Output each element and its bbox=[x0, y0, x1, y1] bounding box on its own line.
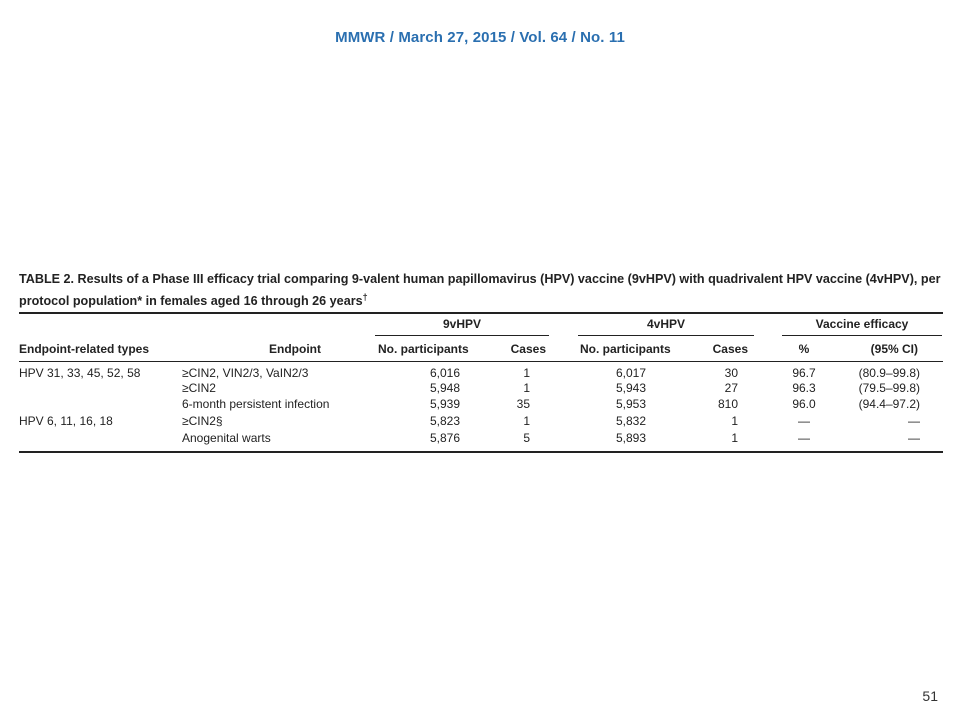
header-bottom-rule bbox=[19, 361, 943, 362]
table-row-1-ci: (80.9–99.8) bbox=[858, 366, 920, 380]
col-header-types: Endpoint-related types bbox=[19, 342, 150, 356]
page-number: 51 bbox=[922, 688, 938, 704]
issue-date: March 27, 2015 bbox=[398, 29, 507, 46]
group-header-4vhpv: 4vHPV bbox=[646, 317, 686, 331]
table-row-4-9v-participants: 5,823 bbox=[429, 414, 460, 428]
col-header-endpoint: Endpoint bbox=[269, 342, 321, 356]
table-row-1-9v-participants: 6,016 bbox=[429, 366, 460, 380]
group-rule-4vhpv bbox=[578, 335, 754, 336]
col-header-9v-participants: No. participants bbox=[378, 342, 469, 356]
group-rule-9vhpv bbox=[375, 335, 549, 336]
table-caption: TABLE 2. Results of a Phase III efficacy trial comparing 9-valent human papillomavirus (HPV) vaccine (9vHPV) with quadrivalent HPV vaccine (4vHPV), per protocol population* in females aged 16 through 26 years† bbox=[19, 272, 941, 309]
table-row-2-endpoint: ≥CIN2 bbox=[182, 381, 216, 395]
table-row-2-4v-participants: 5,943 bbox=[615, 381, 646, 395]
table-row-4-9v-cases: 1 bbox=[523, 414, 530, 428]
col-header-pct: % bbox=[798, 342, 810, 356]
table-row-2-4v-cases: 27 bbox=[724, 381, 738, 395]
group-header-efficacy: Vaccine efficacy bbox=[815, 317, 909, 331]
table-row-3-pct: 96.0 bbox=[792, 397, 816, 411]
group-rule-efficacy bbox=[782, 335, 942, 336]
table-row-5-pct: — bbox=[798, 431, 810, 445]
table-row-3-4v-cases: 810 bbox=[717, 397, 738, 411]
journal-header: MMWR / March 27, 2015 / Vol. 64 / No. 11 bbox=[335, 29, 625, 46]
table-row-5-endpoint: Anogenital warts bbox=[182, 431, 271, 445]
table-row-2-pct: 96.3 bbox=[792, 381, 816, 395]
table-row-5-9v-cases: 5 bbox=[523, 431, 530, 445]
table-bottom-rule bbox=[19, 451, 943, 453]
table-row-4-endpoint: ≥CIN2§ bbox=[182, 414, 223, 428]
col-header-ci: (95% CI) bbox=[870, 342, 918, 356]
volume: Vol. 64 bbox=[519, 29, 568, 46]
issue-number: No. 11 bbox=[580, 29, 625, 46]
table-row-4-pct: — bbox=[798, 414, 810, 428]
table-row-4-ci: — bbox=[908, 414, 920, 428]
table-row-1-4v-participants: 6,017 bbox=[615, 366, 646, 380]
table-row-1-9v-cases: 1 bbox=[523, 366, 530, 380]
table-row-4-types: HPV 6, 11, 16, 18 bbox=[19, 414, 113, 428]
table-row-1-endpoint: ≥CIN2, VIN2/3, VaIN2/3 bbox=[182, 366, 309, 380]
table-row-5-4v-cases: 1 bbox=[731, 431, 738, 445]
table-row-4-4v-participants: 5,832 bbox=[615, 414, 646, 428]
col-header-4v-cases: Cases bbox=[712, 342, 748, 356]
table-row-1-pct: 96.7 bbox=[792, 366, 816, 380]
table-row-5-9v-participants: 5,876 bbox=[429, 431, 460, 445]
table-row-5-ci: — bbox=[908, 431, 920, 445]
table-row-1-types: HPV 31, 33, 45, 52, 58 bbox=[19, 366, 141, 380]
table-row-3-endpoint: 6-month persistent infection bbox=[182, 397, 330, 411]
table-row-3-ci: (94.4–97.2) bbox=[858, 397, 920, 411]
group-header-9vhpv: 9vHPV bbox=[442, 317, 482, 331]
table-row-2-9v-cases: 1 bbox=[523, 381, 530, 395]
col-header-9v-cases: Cases bbox=[510, 342, 546, 356]
table-row-3-4v-participants: 5,953 bbox=[615, 397, 646, 411]
col-header-4v-participants: No. participants bbox=[580, 342, 671, 356]
table-row-3-9v-participants: 5,939 bbox=[429, 397, 460, 411]
table-row-1-4v-cases: 30 bbox=[724, 366, 738, 380]
table-row-3-9v-cases: 35 bbox=[516, 397, 530, 411]
journal-name: MMWR bbox=[335, 29, 386, 46]
table-row-4-4v-cases: 1 bbox=[731, 414, 738, 428]
table-row-2-ci: (79.5–99.8) bbox=[858, 381, 920, 395]
table-row-5-4v-participants: 5,893 bbox=[615, 431, 646, 445]
table-top-rule bbox=[19, 312, 943, 314]
table-row-2-9v-participants: 5,948 bbox=[429, 381, 460, 395]
